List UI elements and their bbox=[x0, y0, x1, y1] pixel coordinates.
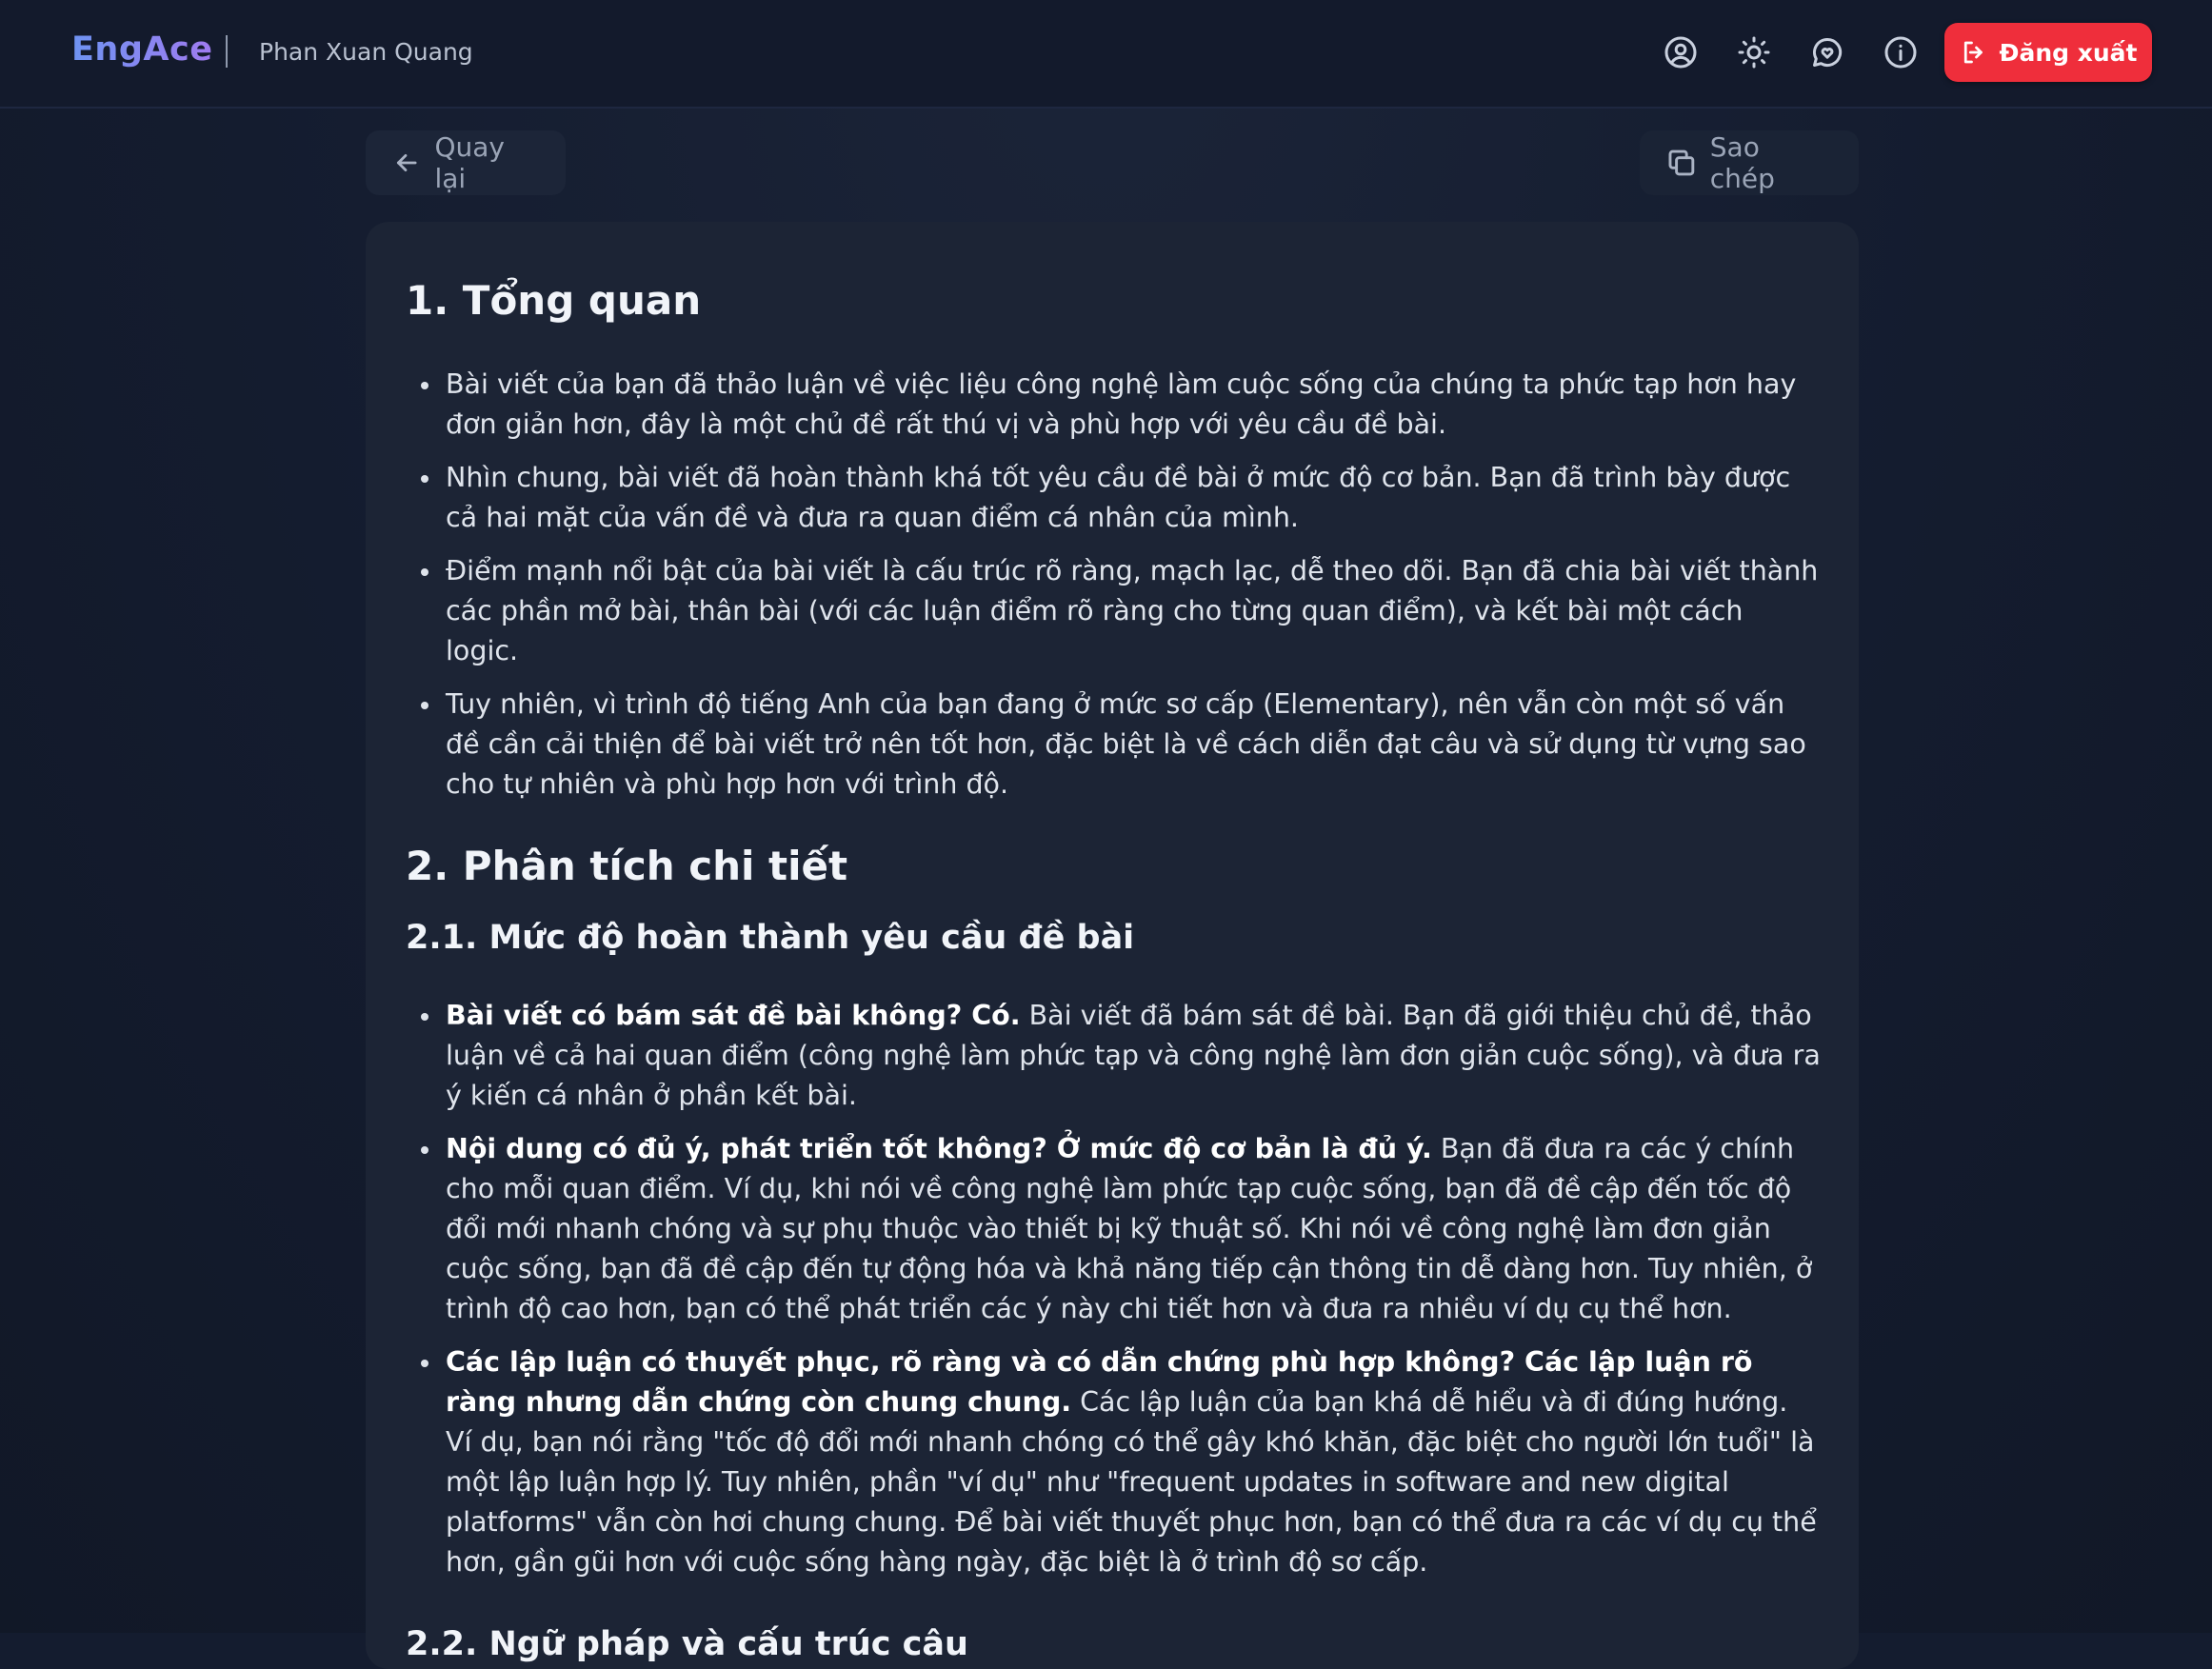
logout-label: Đăng xuất bbox=[1999, 38, 2138, 67]
logout-icon bbox=[1960, 38, 1988, 67]
sun-icon[interactable] bbox=[1736, 34, 1772, 70]
subsection-title-task: 2.1. Mức độ hoàn thành yêu cầu đề bài bbox=[406, 918, 1135, 957]
list-item-question: Các lập luận có thuyết phục, rõ ràng và có dẫn chứng phù hợp không? Các lập luận rõ ràng nhưng dẫn chứng còn chung chung. bbox=[446, 1345, 1753, 1418]
list-item: Tuy nhiên, vì trình độ tiếng Anh của bạn đang ở mức sơ cấp (Elementary), nên vẫn còn một số vấn đề cần cải thiện để bài viết trở nên tốt hơn, đặc biệt là về cách diễn đạt câu và sử dụng từ vựng sao cho tự nhiên và phù hợp hơn với trình độ. bbox=[406, 685, 1821, 805]
copy-icon bbox=[1666, 148, 1697, 178]
arrow-left-icon bbox=[392, 148, 421, 178]
username-label: Phan Xuan Quang bbox=[259, 38, 473, 66]
list-item-question: Bài viết có bám sát đề bài không? Có. bbox=[446, 999, 1021, 1031]
list-item: Nhìn chung, bài viết đã hoàn thành khá tốt yêu cầu đề bài ở mức độ cơ bản. Bạn đã trình bày được cả hai mặt của vấn đề và đưa ra quan điểm cá nhân của mình. bbox=[406, 458, 1821, 538]
info-icon[interactable] bbox=[1883, 34, 1919, 70]
user-circle-icon[interactable] bbox=[1663, 34, 1699, 70]
chat-icon[interactable] bbox=[1809, 34, 1845, 70]
task-list bbox=[406, 996, 1821, 1582]
top-navbar bbox=[0, 0, 2212, 109]
list-item: Bài viết của bạn đã thảo luận về việc liệu công nghệ làm cuộc sống của chúng ta phức tạp hơn hay đơn giản hơn, đây là một chủ đề rất thú vị và phù hợp với yêu cầu đề bài. bbox=[406, 365, 1821, 445]
list-item-question: Nội dung có đủ ý, phát triển tốt không? Ở mức độ cơ bản là đủ ý. bbox=[446, 1132, 1432, 1164]
feedback-card bbox=[366, 222, 1859, 1669]
copy-label: Sao chép bbox=[1709, 131, 1775, 194]
back-label: Quay lại bbox=[434, 131, 505, 194]
overview-list bbox=[406, 365, 1821, 805]
list-item-text: Các lập luận của bạn khá dễ hiểu và đi đúng hướng. Ví dụ, bạn nói rằng "tốc độ đổi mới nhanh chóng có thể gây khó khăn, đặc biệt cho người lớn tuổi" là một lập luận hợp lý. Tuy nhiên, phần "ví dụ" như "frequent updates in software and new digital platforms" vẫn còn hơi chung chung. Để bài viết thuyết phục hơn, bạn có thể đưa ra các ví dụ cụ thể hơn, gần gũi hơn với cuộc sống hàng ngày, đặc biệt là ở trình độ sơ cấp. bbox=[446, 1385, 1817, 1578]
list-item bbox=[406, 996, 1821, 1116]
subsection-title-grammar: 2.2. Ngữ pháp và cấu trúc câu bbox=[406, 1624, 968, 1663]
brand-divider bbox=[226, 35, 228, 68]
list-item-text: Bạn đã đưa ra các ý chính cho mỗi quan điểm. Ví dụ, khi nói về công nghệ làm phức tạp cuộc sống, bạn đã đề cập đến tốc độ đổi mới nhanh chóng và sự phụ thuộc vào thiết bị kỹ thuật số. Khi nói về công nghệ làm đơn giản cuộc sống, bạn đã đề cập đến tự động hóa và khả năng tiếp cận thông tin dễ dàng hơn. Tuy nhiên, ở trình độ cao hơn, bạn có thể phát triển các ý này chi tiết hơn và đưa ra nhiều ví dụ cụ thể hơn. bbox=[446, 1132, 1813, 1324]
copy-button[interactable] bbox=[1640, 130, 1859, 195]
section-title-analysis: 2. Phân tích chi tiết bbox=[406, 843, 848, 890]
list-item: Điểm mạnh nổi bật của bài viết là cấu trúc rõ ràng, mạch lạc, dễ theo dõi. Bạn đã chia bài viết thành các phần mở bài, thân bài (với các luận điểm rõ ràng cho từng quan điểm), và kết bài một cách logic. bbox=[406, 551, 1821, 671]
logout-button[interactable] bbox=[1944, 23, 2152, 82]
brand-logo[interactable]: EngAce bbox=[71, 30, 213, 69]
section-title-overview: 1. Tổng quan bbox=[406, 277, 702, 324]
list-item-text: Bài viết đã bám sát đề bài. Bạn đã giới thiệu chủ đề, thảo luận về cả hai quan điểm (công nghệ làm phức tạp và công nghệ làm đơn giản cuộc sống), và đưa ra ý kiến cá nhân ở phần kết bài. bbox=[446, 999, 1821, 1111]
list-item bbox=[406, 1342, 1821, 1582]
back-button[interactable] bbox=[366, 130, 566, 195]
list-item bbox=[406, 1129, 1821, 1329]
